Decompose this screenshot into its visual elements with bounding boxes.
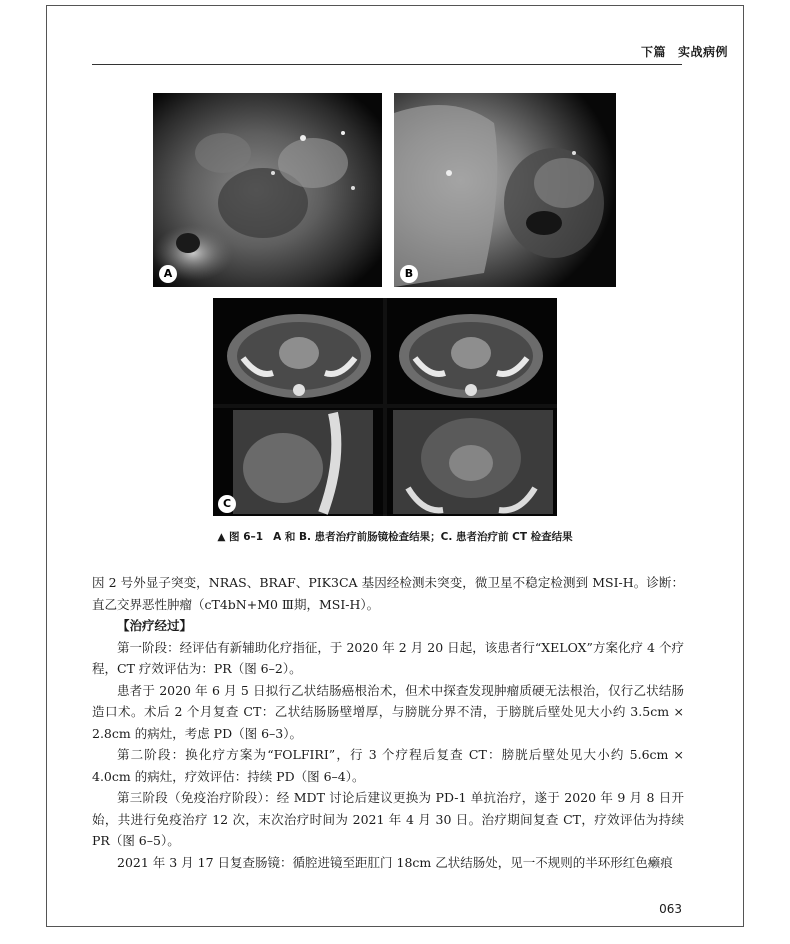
section-heading: 【治疗经过】 <box>117 618 193 633</box>
panel-label-a: A <box>159 265 177 283</box>
ct-scan-graphic <box>213 298 557 516</box>
figure-caption <box>0 529 790 544</box>
paragraph-colonoscopy: 2021 年 3 月 17 日复查肠镜：循腔进镜至距肛门 18cm 乙状结肠处，见一不规则的半环形红色癞痕 <box>117 854 673 870</box>
panel-label-b: B <box>400 265 418 283</box>
running-head <box>629 43 728 60</box>
figure-number: ▲ 图 6–1 <box>217 531 264 543</box>
panel-label-c: C <box>218 495 236 513</box>
endoscopy-b-graphic <box>394 93 616 287</box>
endoscopy-image-b <box>394 93 616 287</box>
paragraph-stage-one: 第一阶段：经评估有新辅助化疗指征，于 2020 年 2 月 20 日起，该患者行“XELOX”方案化疗 4 个疗程，CT 疗效评估为：PR（图 6–2）。 <box>92 639 684 676</box>
figure-caption-text: A 和 B. 患者治疗前肠镜检查结果；C. 患者治疗前 CT 检查结果 <box>273 531 573 543</box>
endoscopy-image-a <box>153 93 382 287</box>
endoscopy-a-graphic <box>153 93 382 287</box>
ct-scan-image <box>213 298 557 516</box>
paragraph-stage-two: 第二阶段：换化疗方案为“FOLFIRI”，行 3 个疗程后复查 CT：膀胱后壁处见大小约 5.6cm × 4.0cm 的病灶，疗效评估：持续 PD（图 6–4）。 <box>92 747 684 784</box>
body-text <box>92 572 684 873</box>
paragraph-stage-three: 第三阶段（免疫治疗阶段）：经 MDT 讨论后建议更换为 PD-1 单抗治疗，遂于 2020 年 9 月 8 日开始，共进行免疫治疗 12 次，末次治疗时间为 2021 年 4 月 30 日。治疗期间复查 CT，疗效评估为持续 PR（图 6–5）。 <box>92 790 684 848</box>
paragraph-diagnosis: 因 2 号外显子突变，NRAS、BRAF、PIK3CA 基因经检测未突变，微卫星不稳定检测到 MSI-H。诊断：直乙交界恶性肿瘤（cT4bN+M0 Ⅲ期，MSI-H）。 <box>92 575 684 612</box>
chapter-title: 实战病例 <box>677 45 728 59</box>
header-rule <box>92 64 682 65</box>
part-label: 下篇 <box>640 45 666 59</box>
paragraph-surgery: 患者于 2020 年 6 月 5 日拟行乙状结肠癌根治术，但术中探查发现肿瘤质硬无法根治，仅行乙状结肠造口术。术后 2 个月复查 CT：乙状结肠肠壁增厚，与膀胱分界不清，于膀胱后壁处见大小约 3.5cm × 2.8cm 的病灶，考虑 PD（图 6–3）。 <box>92 682 684 741</box>
page-number: 063 <box>659 902 682 916</box>
